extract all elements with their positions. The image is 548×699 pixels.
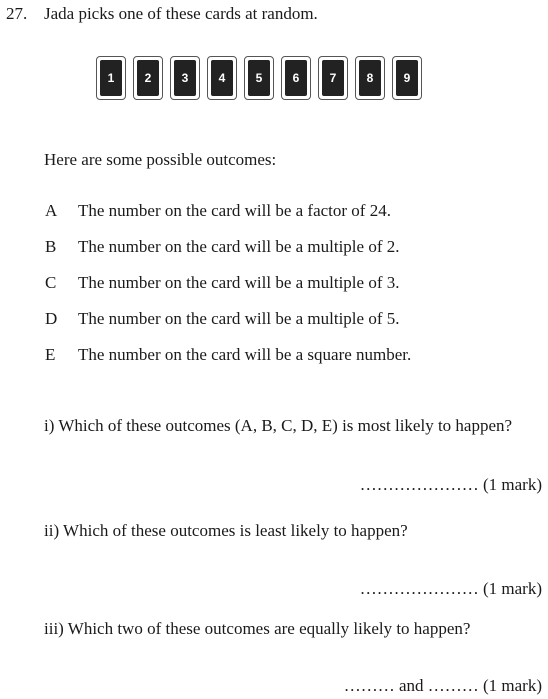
- card: [96, 56, 126, 100]
- outcome-letter: B: [45, 237, 57, 256]
- outcome-letter: C: [45, 273, 57, 292]
- answer-line-iii[interactable]: ……… and ……… (1 mark): [343, 676, 542, 695]
- question-part-i: i) Which of these outcomes (A, B, C, D, E) is most likely to happen?: [44, 416, 513, 435]
- card: [355, 56, 385, 100]
- outcome-text: The number on the card will be a multiple of 3.: [78, 273, 400, 292]
- card-number: 4: [211, 60, 233, 96]
- card: [318, 56, 348, 100]
- outcome-text: The number on the card will be a multiple of 2.: [78, 237, 400, 256]
- card: [207, 56, 237, 100]
- answer-line-i[interactable]: ………………… (1 mark): [359, 475, 542, 494]
- outcome-letter: D: [45, 309, 58, 328]
- question-part-ii: ii) Which of these outcomes is least likely to happen?: [44, 521, 408, 540]
- card-number: 2: [137, 60, 159, 96]
- outcome-letter: E: [45, 345, 56, 364]
- question-number: 27.: [6, 4, 28, 23]
- question-part-iii: iii) Which two of these outcomes are equally likely to happen?: [44, 619, 471, 638]
- outcomes-intro: Here are some possible outcomes:: [44, 150, 277, 169]
- outcome-text: The number on the card will be a multiple of 5.: [78, 309, 400, 328]
- answer-line-ii[interactable]: ………………… (1 mark): [359, 579, 542, 598]
- outcome-text: The number on the card will be a square number.: [78, 345, 412, 364]
- card-number: 8: [359, 60, 381, 96]
- card-number: 3: [174, 60, 196, 96]
- card: [133, 56, 163, 100]
- card-number: 5: [248, 60, 270, 96]
- card-number: 6: [285, 60, 307, 96]
- outcome-letter: A: [45, 201, 58, 220]
- card-number: 1: [100, 60, 122, 96]
- card: [392, 56, 422, 100]
- card-number: 9: [396, 60, 418, 96]
- card: [170, 56, 200, 100]
- card: [281, 56, 311, 100]
- card-row: [96, 56, 422, 104]
- card: [244, 56, 274, 100]
- question-stem: Jada picks one of these cards at random.: [44, 4, 318, 23]
- card-number: 7: [322, 60, 344, 96]
- outcome-text: The number on the card will be a factor of 24.: [78, 201, 391, 220]
